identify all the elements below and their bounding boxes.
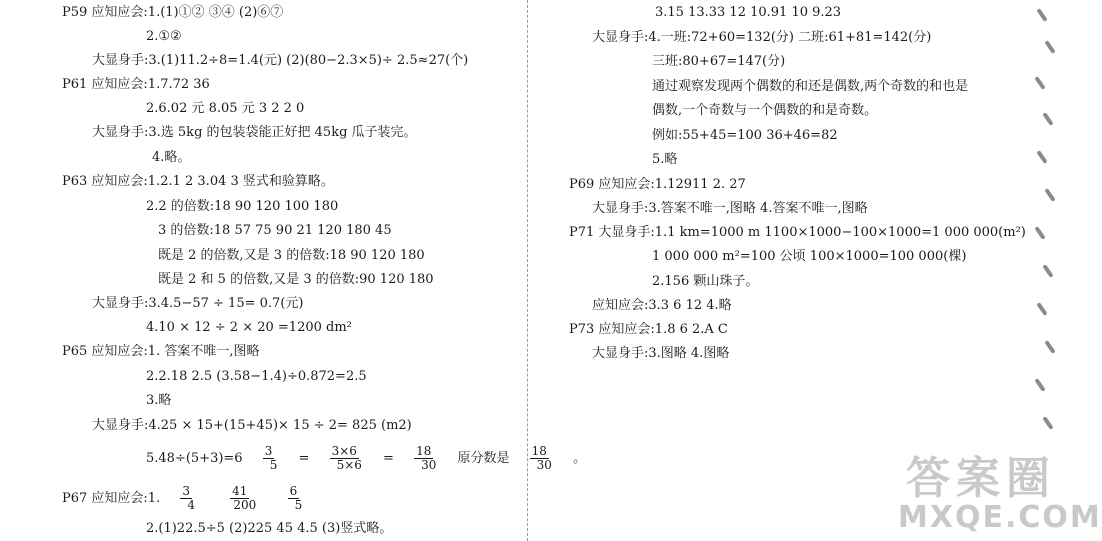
edge-mark xyxy=(1036,302,1047,316)
edge-mark xyxy=(1042,416,1053,430)
numerator: 3×6 xyxy=(331,444,357,458)
watermark-url: MXQE.COM xyxy=(898,500,1102,535)
answer-line: 既是 2 和 5 的倍数,又是 3 的倍数:90 120 180 xyxy=(158,272,434,287)
answer-line: 例如:55+45=100 36+46=82 xyxy=(652,128,838,143)
answer-line: P71 大显身手:1.1 km=1000 m 1100×1000−100×1000=1 000 000(m²) xyxy=(569,225,1026,240)
answer-line: P63 应知应会:1.2.1 2 3.04 3 竖式和验算略。 xyxy=(62,174,334,189)
answer-line: P65 应知应会:1. 答案不唯一,图略 xyxy=(62,344,260,359)
answer-line: 2.156 颗山珠子。 xyxy=(652,274,759,289)
answer-line: 既是 2 的倍数,又是 3 的倍数:18 90 120 180 xyxy=(158,248,425,263)
edge-mark xyxy=(1042,264,1053,278)
answer-line: 通过观察发现两个偶数的和还是偶数,两个奇数的和也是 xyxy=(652,79,969,94)
answer-line: P61 应知应会:1.7.72 36 xyxy=(62,77,210,92)
answer-line: 4.略。 xyxy=(152,150,191,165)
denominator: 4 xyxy=(187,498,195,512)
answer-line: 大显身手:3.选 5kg 的包装袋能正好把 45kg 瓜子装完。 xyxy=(92,125,417,140)
answer-line: 大显身手:3.(1)11.2÷8=1.4(元) (2)(80−2.3×5)÷ 2.5≈27(个) xyxy=(92,53,469,68)
answer-line: 大显身手:4.25 × 15+(15+45)× 15 ÷ 2= 825 (m2) xyxy=(92,418,412,433)
answer-line: 4.10 × 12 ÷ 2 × 20 =1200 dm² xyxy=(146,320,352,335)
denominator: 5×6 xyxy=(336,458,362,472)
fraction xyxy=(330,445,369,472)
answer-line: P73 应知应会:1.8 6 2.A C xyxy=(569,322,728,337)
denominator: 5 xyxy=(294,498,303,512)
answer-line: 3.15 13.33 12 10.91 10 9.23 xyxy=(655,5,842,20)
denominator: 5 xyxy=(269,458,278,472)
fraction-answer-line xyxy=(146,444,586,474)
page-divider xyxy=(527,0,528,541)
answer-line: 大显身手:4.一班:72+60=132(分) 二班:61+81=142(分) xyxy=(592,30,932,45)
numerator: 6 xyxy=(289,484,298,498)
answer-line: 大显身手:3.答案不唯一,图略 4.答案不唯一,图略 xyxy=(592,201,868,216)
numerator: 18 xyxy=(531,444,547,458)
numerator: 3 xyxy=(264,444,273,458)
answer-line: 2.(1)22.5÷5 (2)225 45 4.5 (3)竖式略。 xyxy=(146,521,393,536)
edge-mark xyxy=(1034,76,1045,90)
answer-line: 2.①② xyxy=(146,29,182,44)
edge-mark xyxy=(1042,112,1053,126)
watermark-title: 答案圈 xyxy=(906,453,1056,504)
fraction xyxy=(414,445,443,472)
answer-line: 应知应会:3.3 6 12 4.略 xyxy=(592,298,732,313)
denominator: 200 xyxy=(233,498,257,512)
fraction xyxy=(180,485,202,512)
answer-line: 1 000 000 m²=100 公顷 100×1000=100 000(棵) xyxy=(652,249,967,264)
numerator: 18 xyxy=(416,444,432,458)
edge-mark xyxy=(1034,226,1045,240)
section-label: P67 应知应会:1. xyxy=(62,491,161,506)
watermark-logo xyxy=(898,438,1102,538)
answer-line: 2.2 的倍数:18 90 120 100 180 xyxy=(146,199,339,214)
edge-mark xyxy=(1044,188,1055,202)
answer-line: 2.6.02 元 8.05 元 3 2 2 0 xyxy=(146,101,305,116)
numerator: 3 xyxy=(182,484,190,498)
expression-text: 原分数是 xyxy=(457,451,510,466)
fraction-answer-line xyxy=(62,484,309,514)
edge-mark xyxy=(1036,8,1047,22)
equals-sign: = xyxy=(383,451,394,466)
numerator: 41 xyxy=(232,484,248,498)
answer-line: 2.2.18 2.5 (3.58−1.4)÷0.872=2.5 xyxy=(146,369,367,384)
fraction xyxy=(288,485,310,512)
equals-sign: = xyxy=(298,451,310,466)
period: 。 xyxy=(573,451,587,466)
answer-line: 5.略 xyxy=(652,152,678,167)
denominator: 30 xyxy=(536,458,552,472)
answer-line: 大显身手:3.4.5−57 ÷ 15= 0.7(元) xyxy=(92,296,304,311)
edge-mark xyxy=(1044,40,1055,54)
edge-mark xyxy=(1044,340,1055,354)
denominator: 30 xyxy=(421,458,437,472)
edge-mark xyxy=(1034,378,1045,392)
edge-mark xyxy=(1036,150,1047,164)
answer-line: P69 应知应会:1.12911 2. 27 xyxy=(569,177,746,192)
expression-text: 5.48÷(5+3)=6 xyxy=(146,451,243,466)
answer-line: 3.略 xyxy=(146,393,172,408)
fraction xyxy=(230,485,259,512)
answer-line: 3 的倍数:18 57 75 90 21 120 180 45 xyxy=(158,223,392,238)
answer-line: 偶数,一个奇数与一个偶数的和是奇数。 xyxy=(652,103,878,118)
answer-line: 三班:80+67=147(分) xyxy=(652,54,786,69)
fraction xyxy=(263,445,285,472)
answer-line: 大显身手:3.图略 4.图略 xyxy=(592,346,730,361)
answer-line: P59 应知应会:1.(1)①② ③④ (2)⑥⑦ xyxy=(62,5,284,20)
